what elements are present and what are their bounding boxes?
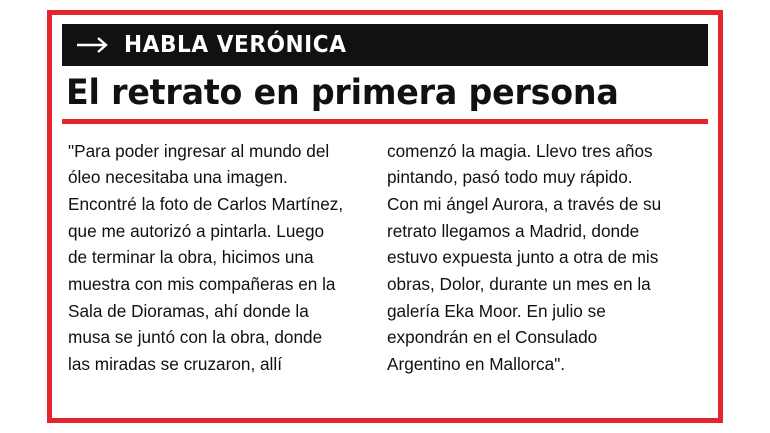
arrow-right-icon — [76, 36, 110, 54]
body-column-right: comenzó la magia. Llevo tres años pintando, pasó todo muy rápido. Con mi ángel Aurora, a través de su retrato llegamos a Madrid, donde estuvo expuesta junto a otra de mis obras, Dolor, durante un mes en la galería Eka Moor. En julio se expondrán en el Consulado Argentino en Mallorca". — [387, 140, 666, 375]
red-border-frame — [47, 10, 723, 423]
card-inner — [52, 15, 718, 418]
kicker-bar — [62, 24, 708, 66]
headline-zone — [62, 66, 708, 124]
body-column-left: "Para poder ingresar al mundo del óleo necesitaba una imagen. Encontré la foto de Carlos Martínez, que me autorizó a pintarla. Luego de terminar la obra, hicimos una muestra con mis compañeras en la Sala de Dioramas, ahí donde la musa se juntó con la obra, donde las miradas se cruzaron, allí — [68, 140, 348, 375]
page-title: El retrato en primera persona — [66, 73, 619, 113]
kicker-label: HABLA VERÓNICA — [124, 31, 347, 58]
body-columns — [62, 124, 708, 408]
